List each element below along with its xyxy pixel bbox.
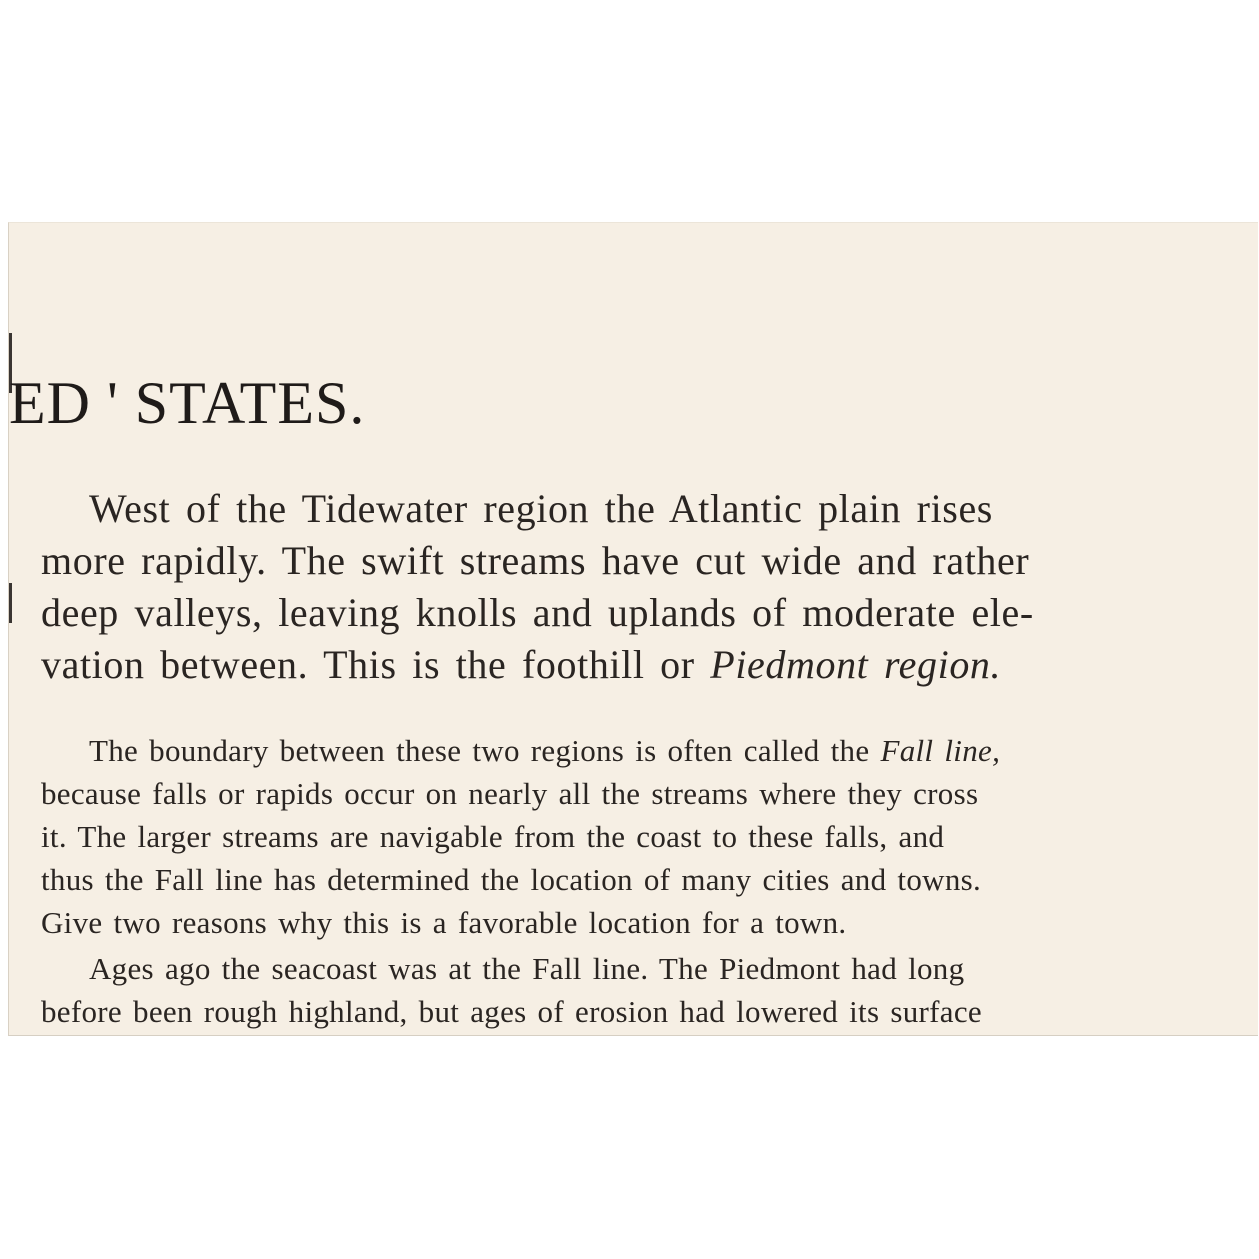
piedmont-region-term: Piedmont region. [710, 642, 1002, 687]
fall-line-term: Fall line, [880, 733, 1001, 768]
body-line: because falls or rapids occur on nearly all the streams where they cross [41, 776, 979, 811]
body-line [89, 733, 1000, 769]
body-line: Ages ago the seacoast was at the Fall line. The Piedmont had long [89, 951, 965, 986]
body-line: it. The larger streams are navigable from the coast to these falls, and [41, 819, 945, 854]
body-line: thus the Fall line has determined the location of many cities and towns. [41, 862, 982, 897]
body-line-text: The boundary between these two regions is often called the [89, 733, 881, 768]
lead-line [41, 641, 1001, 688]
lead-line: more rapidly. The swift streams have cut wide and rather [41, 538, 1030, 583]
section-heading: ED ' STATES. [9, 370, 366, 436]
crop-mark [9, 583, 12, 623]
book-page-clipping [8, 222, 1258, 1036]
body-line: Give two reasons why this is a favorable location for a town. [41, 905, 847, 940]
lead-line-text: vation between. This is the foothill or [41, 642, 711, 687]
lead-line: West of the Tidewater region the Atlantic plain rises [89, 486, 993, 531]
lead-line: deep valleys, leaving knolls and uplands of moderate ele- [41, 590, 1034, 635]
body-line: before been rough highland, but ages of erosion had lowered its surface [41, 994, 982, 1029]
